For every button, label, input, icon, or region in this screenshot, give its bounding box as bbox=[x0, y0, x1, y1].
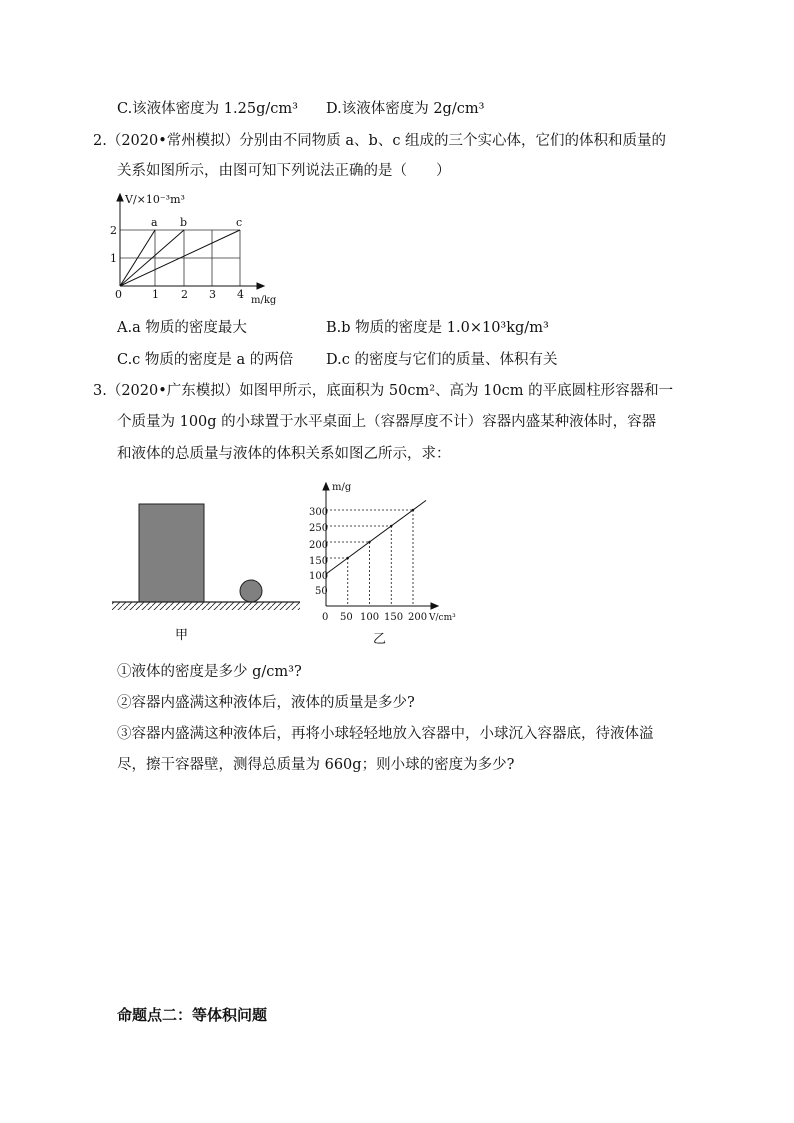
q3-point-200 bbox=[412, 509, 414, 511]
q2-ytick-1: 1 bbox=[110, 252, 117, 265]
q2-xtick-1: 1 bbox=[152, 288, 159, 301]
fig-yi-label: 乙 bbox=[373, 632, 387, 647]
q3-chart bbox=[305, 478, 465, 648]
q2-option-a: A.a 物质的密度最大 bbox=[117, 320, 247, 336]
q2-ylabel: V/×10⁻³m³ bbox=[125, 193, 185, 206]
q3-ytick-300: 300 bbox=[309, 507, 329, 518]
q3-sub1: ①液体的密度是多少 g/cm³? bbox=[117, 664, 302, 680]
q3-stem-line2: 个质量为 100g 的小球置于水平桌面上（容器厚度不计）容器内盛某种液体时，容器 bbox=[117, 414, 657, 430]
q3-ytick-200: 200 bbox=[309, 540, 329, 551]
q1-option-c: C.该液体密度为 1.25g/cm³ bbox=[117, 101, 298, 117]
q2-xtick-2: 2 bbox=[181, 288, 188, 301]
q3-point-150 bbox=[390, 525, 392, 527]
q3-xtick-150: 150 bbox=[384, 612, 404, 623]
q3-y-arrow bbox=[323, 483, 329, 490]
q2-x-arrow bbox=[257, 283, 264, 289]
q2-series-label-b: b bbox=[180, 216, 188, 229]
q2-xtick-4: 4 bbox=[237, 288, 244, 301]
q2-xtick-3: 3 bbox=[209, 288, 216, 301]
q2-axes bbox=[117, 194, 264, 289]
q3-xtick-50: 50 bbox=[340, 612, 353, 623]
q2-series-label-c: c bbox=[236, 216, 243, 229]
q3-point-100 bbox=[368, 541, 370, 543]
q2-chart bbox=[100, 190, 300, 310]
q3-sub3-line1: ③容器内盛满这种液体后，再将小球轻轻地放入容器中，小球沉入容器底，待液体溢 bbox=[117, 726, 654, 742]
q3-ytick-250: 250 bbox=[309, 523, 329, 534]
section-title: 命题点二：等体积问题 bbox=[117, 1006, 268, 1024]
q3-ytick-50: 50 bbox=[315, 586, 328, 597]
q2-stem-line1: 2.（2020•常州模拟）分别由不同物质 a、b、c 组成的三个实心体，它们的体积和质量的 bbox=[93, 133, 667, 149]
q2-option-c: C.c 物质的密度是 a 的两倍 bbox=[117, 352, 294, 368]
q1-option-d: D.该液体密度为 2g/cm³ bbox=[326, 101, 485, 117]
q2-xlabel: m/kg bbox=[251, 295, 277, 306]
q3-sub3-line2: 尽，擦干容器壁，测得总质量为 660g；则小球的密度为多少? bbox=[117, 757, 515, 773]
q3-xtick-0: 0 bbox=[322, 612, 329, 623]
q2-option-b: B.b 物质的密度是 1.0×10³kg/m³ bbox=[326, 320, 549, 336]
q2-stem-line2: 关系如图所示，由图可知下列说法正确的是（ ） bbox=[117, 163, 451, 179]
q3-xlabel: V/cm³ bbox=[429, 613, 456, 623]
q3-xtick-200: 200 bbox=[408, 612, 428, 623]
table-hatch bbox=[112, 602, 300, 610]
q3-xtick-100: 100 bbox=[360, 612, 380, 623]
q2-series-label-a: a bbox=[151, 216, 158, 229]
container-cylinder bbox=[139, 504, 204, 602]
q3-figure-jia bbox=[110, 498, 305, 648]
fig-jia-label: 甲 bbox=[175, 628, 189, 643]
q2-xtick-0: 0 bbox=[115, 288, 122, 301]
q3-ytick-100: 100 bbox=[309, 571, 329, 582]
q3-x-arrow bbox=[431, 603, 438, 609]
q3-sub2: ②容器内盛满这种液体后，液体的质量是多少? bbox=[117, 695, 415, 711]
small-ball bbox=[240, 580, 262, 602]
q3-stem-line1: 3.（2020•广东模拟）如图甲所示，底面积为 50cm²、高为 10cm 的平底圆柱形容器和一 bbox=[93, 383, 674, 399]
q2-ytick-2: 2 bbox=[110, 224, 117, 237]
q2-y-arrow bbox=[117, 194, 123, 201]
q3-ytick-150: 150 bbox=[309, 556, 329, 567]
q3-point-50 bbox=[347, 557, 349, 559]
q3-axes bbox=[323, 483, 438, 609]
q3-stem-line3: 和液体的总质量与液体的体积关系如图乙所示，求： bbox=[117, 446, 451, 462]
q3-ylabel: m/g bbox=[332, 482, 352, 493]
q3-series-line bbox=[326, 500, 426, 574]
q2-option-d: D.c 的密度与它们的质量、体积有关 bbox=[326, 352, 558, 368]
